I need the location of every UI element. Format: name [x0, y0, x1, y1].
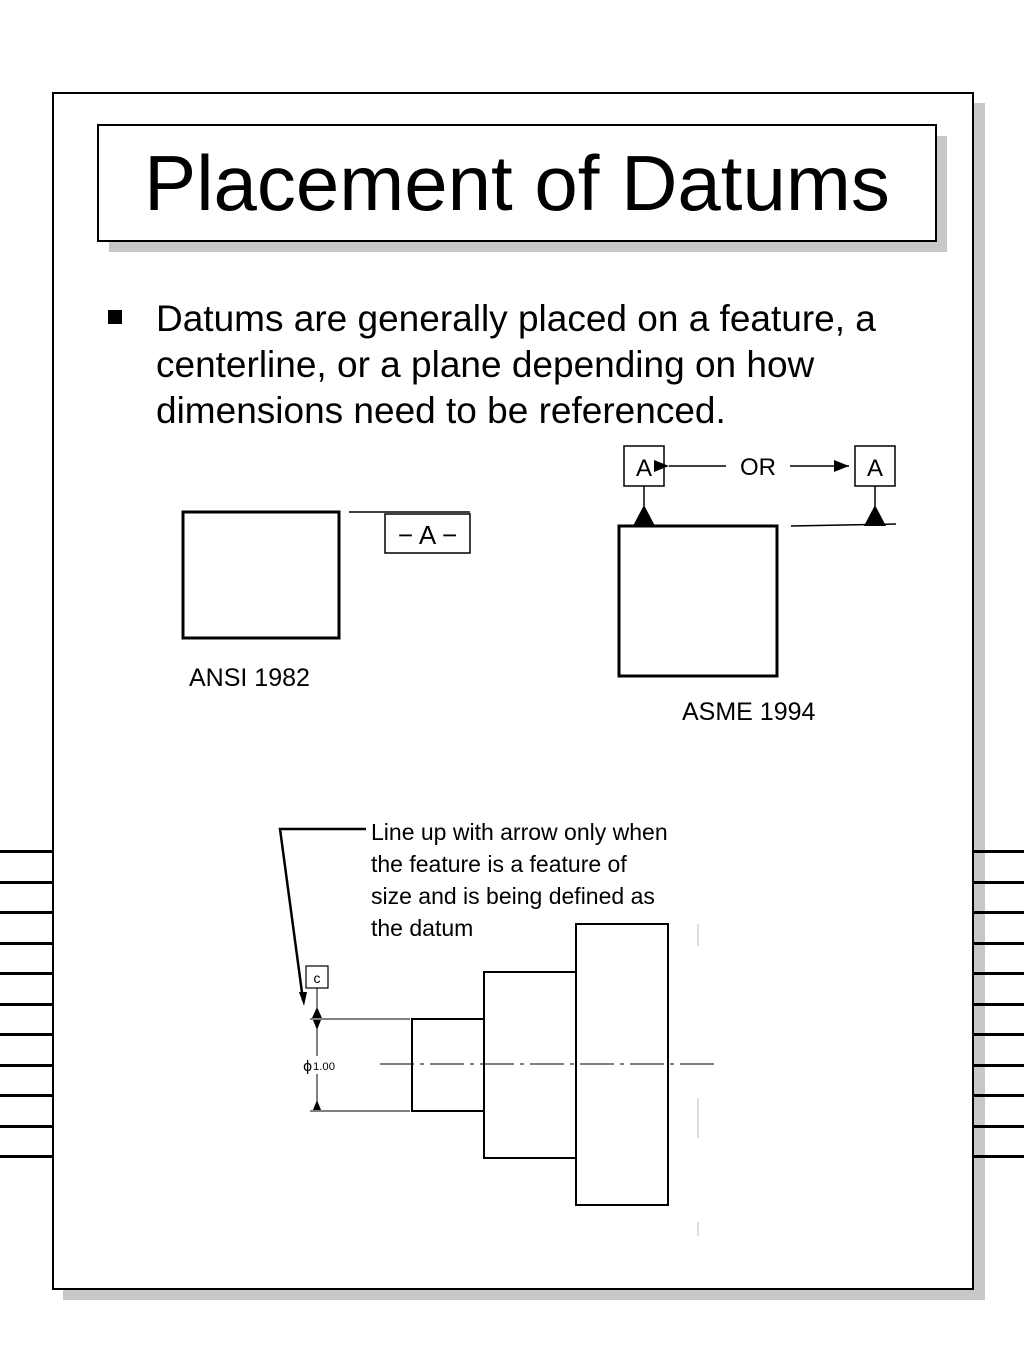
ansi-caption: ANSI 1982 — [189, 664, 310, 692]
shaft-note-line-1: Line up with arrow only when — [371, 819, 668, 845]
ansi-datum-label: − A − — [397, 520, 458, 550]
asme-left-datum-letter: A — [635, 455, 653, 482]
asme-right-datum-triangle — [864, 505, 886, 526]
page-title: Placement of Datums — [144, 139, 890, 227]
ansi-part-square — [183, 512, 339, 638]
asme-caption: ASME 1994 — [682, 698, 816, 726]
or-label: OR — [740, 454, 776, 481]
shaft-diagram — [280, 819, 716, 1236]
shaft-note-line-4: the datum — [371, 915, 474, 941]
ansi-diagram — [183, 512, 470, 692]
shaft-middle-step — [484, 972, 576, 1158]
shaft-note-line-2: the feature is a feature of — [371, 851, 627, 877]
diameter-value: 1.00 — [313, 1061, 335, 1073]
leader-arrow-head — [299, 992, 307, 1006]
asme-left-datum-triangle — [633, 505, 655, 526]
shaft-note-line-3: size and is being defined as — [371, 883, 655, 909]
asme-diagram — [619, 446, 896, 726]
asme-right-datum-letter: A — [866, 455, 884, 482]
shaft-small-step — [412, 1019, 484, 1111]
asme-part-square — [619, 526, 777, 676]
shaft-datum-letter: c — [313, 970, 321, 986]
bullet-text: Datums are generally placed on a feature, a centerline, or a plane depending on how dimensions need to be referenced. — [156, 298, 876, 431]
diameter-symbol: ϕ — [303, 1059, 313, 1075]
